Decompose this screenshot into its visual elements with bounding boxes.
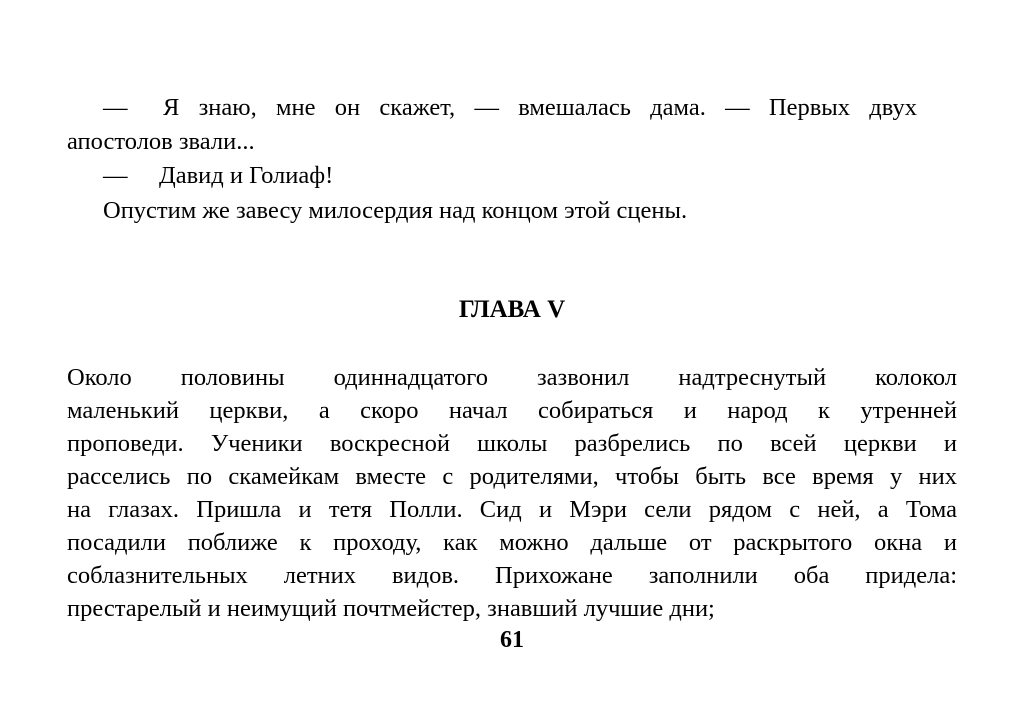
chapter-title: ГЛАВА V <box>458 296 566 323</box>
paragraph-line: соблазнительных летних видов. Прихожане заполнили оба придела: <box>67 562 957 589</box>
page-number: 61 <box>500 627 524 653</box>
paragraph-line: посадили поближе к проходу, как можно дальше от раскрытого окна и <box>67 529 957 556</box>
dialogue-dash: — <box>103 94 128 121</box>
paragraph-line: на глазах. Пришла и тетя Полли. Сид и Мэри сели рядом с ней, а Тома <box>67 496 957 523</box>
paragraph-line: Около половины одиннадцатого зазвонил надтреснутый колокол <box>67 364 957 391</box>
dialogue-line-2: апостолов звали... <box>67 128 255 155</box>
dialogue-line-3-text: Давид и Голиаф! <box>159 162 334 189</box>
document-page <box>67 0 957 723</box>
dialogue-dash: — <box>103 162 128 189</box>
dialogue-line-3 <box>67 160 957 192</box>
paragraph-line: расселись по скамейкам вместе с родителями, чтобы быть все время у них <box>67 463 957 490</box>
paragraph-line: проповеди. Ученики воскресной школы разбрелись по всей церкви и <box>67 430 957 457</box>
dialogue-line-1 <box>67 92 957 124</box>
paragraph-line: престарелый и неимущий почтмейстер, знавший лучшие дни; <box>67 595 715 622</box>
paragraph-line: маленький церкви, а скоро начал собираться и народ к утренней <box>67 397 957 424</box>
dialogue-line-4: Опустим же завесу милосердия над концом этой сцены. <box>103 197 688 224</box>
dialogue-line-1-text: Я знаю, мне он скажет, — вмешалась дама. — Первых двух <box>163 94 917 121</box>
